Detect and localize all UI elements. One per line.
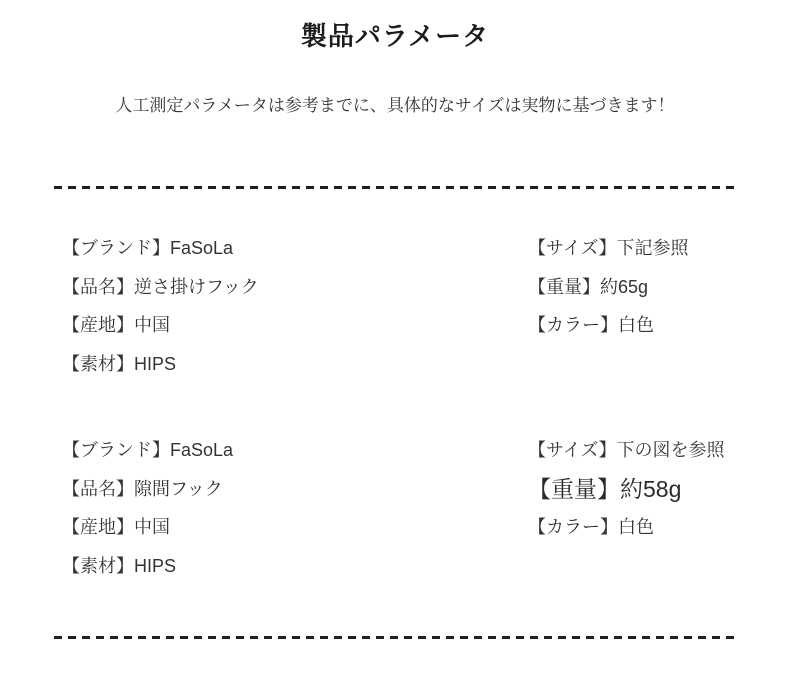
spec-group-1-left-column	[62, 229, 259, 383]
dashed-divider-top	[54, 186, 736, 189]
spec-row-brand: 【ブランド】FaSoLa	[62, 238, 234, 258]
spec-row-color: 【カラー】白色	[528, 517, 654, 538]
measurement-note: 人工測定パラメータは参考までに、具体的なサイズは実物に基づきます！	[115, 96, 675, 115]
spec-row-brand: 【ブランド】FaSoLa	[62, 440, 234, 460]
spec-group-1-right-column	[528, 229, 689, 345]
spec-row-weight-emphasized: 【重量】約58g	[528, 475, 682, 502]
spec-row-origin: 【産地】中国	[62, 517, 170, 538]
spec-row-weight: 【重量】約65g	[528, 276, 649, 297]
spec-row-color: 【カラー】白色	[528, 315, 654, 336]
spec-row-product-name: 【品名】隙間フック	[62, 478, 223, 499]
spec-row-size: 【サイズ】下の図を参照	[528, 440, 725, 460]
spec-row-product-name: 【品名】逆さ掛けフック	[62, 276, 259, 297]
page-title: 製品パラメータ	[300, 21, 490, 51]
spec-row-origin: 【産地】中国	[62, 315, 170, 336]
spec-group-2-left-column	[62, 431, 233, 585]
spec-row-material: 【素材】HIPS	[62, 555, 177, 576]
spec-group-2-right-column	[528, 431, 725, 547]
dashed-divider-bottom	[54, 636, 736, 639]
spec-row-size: 【サイズ】下記参照	[528, 238, 689, 258]
spec-row-material: 【素材】HIPS	[62, 353, 177, 374]
